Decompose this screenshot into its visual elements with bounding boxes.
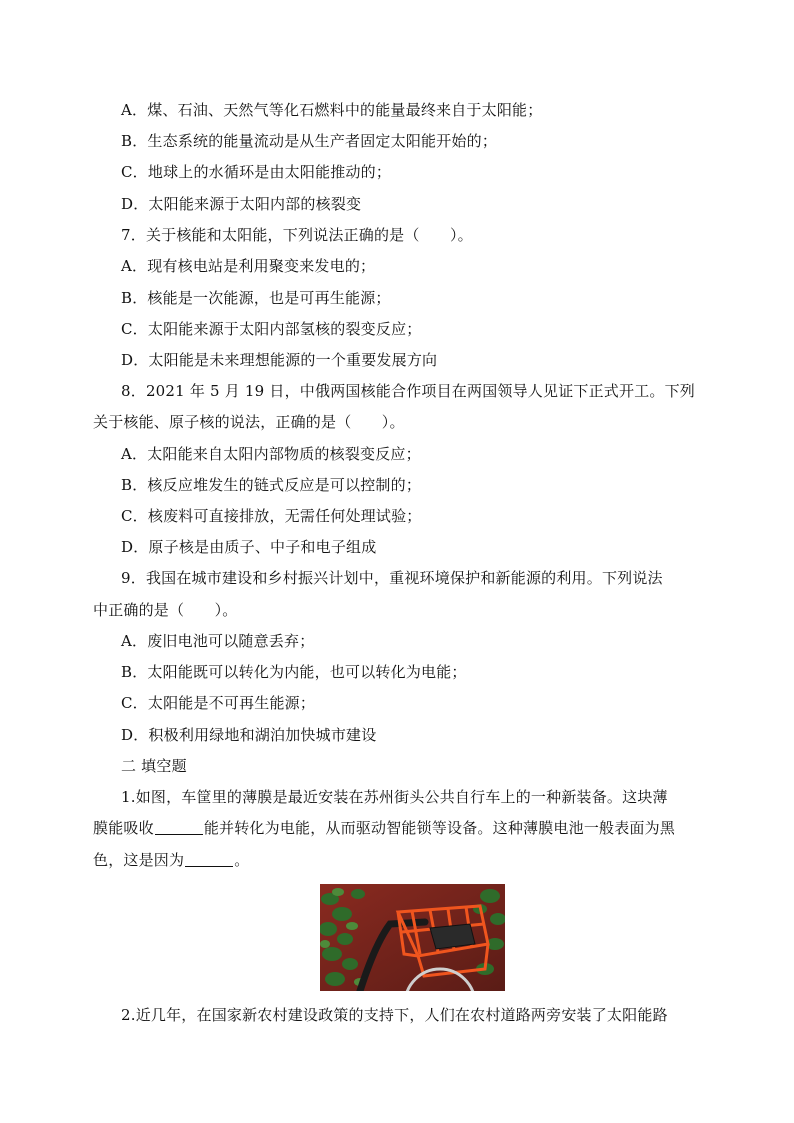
q6-option-d: D．太阳能来源于太阳内部的核裂变 [121, 195, 362, 213]
q8-option-b: B．核反应堆发生的链式反应是可以控制的； [121, 476, 422, 494]
q7-stem: 7．关于核能和太阳能，下列说法正确的是（ ）。 [121, 226, 473, 244]
fill1-line1: 1.如图，车筐里的薄膜是最近安装在苏州街头公共自行车上的一种新装备。这块薄 [121, 788, 668, 806]
answer-blank [155, 819, 203, 835]
fill1-line3-part-b: 。 [234, 851, 250, 869]
q7-option-b: B．核能是一次能源，也是可再生能源； [121, 289, 391, 307]
q7-option-d: D．太阳能是未来理想能源的一个重要发展方向 [121, 351, 438, 369]
fill1-line2-part-b: 能并转化为电能，从而驱动智能锁等设备。这种薄膜电池一般表面为黑 [203, 819, 676, 837]
q6-option-b: B．生态系统的能量流动是从生产者固定太阳能开始的； [121, 132, 498, 150]
bicycle-basket-photo [320, 884, 505, 991]
q9-option-d: D．积极利用绿地和湖泊加快城市建设 [121, 726, 377, 744]
fill2-line1: 2.近几年，在国家新农村建设政策的支持下，人们在农村道路两旁安装了太阳能路 [121, 1006, 668, 1024]
q9-stem-line1: 9．我国在城市建设和乡村振兴计划中，重视环境保护和新能源的利用。下列说法 [121, 569, 663, 587]
fill1-line2 [93, 818, 675, 838]
q8-option-c: C．核废料可直接排放，无需任何处理试验； [121, 507, 422, 525]
fill1-line3 [93, 850, 249, 870]
q8-stem-line2: 关于核能、原子核的说法，正确的是（ ）。 [93, 413, 405, 431]
answer-blank [185, 851, 233, 867]
q6-option-a: A．煤、石油、天然气等化石燃料中的能量最终来自于太阳能； [121, 101, 543, 119]
q8-option-d: D．原子核是由质子、中子和电子组成 [121, 538, 377, 556]
fill1-line2-part-a: 膜能吸收 [93, 819, 154, 837]
q7-option-a: A．现有核电站是利用聚变来发电的； [121, 257, 376, 275]
bicycle-basket-illustration [320, 884, 505, 991]
q6-option-c: C．地球上的水循环是由太阳能推动的； [121, 163, 392, 181]
q8-stem-line1: 8．2021 年 5 月 19 日，中俄两国核能合作项目在两国领导人见证下正式开工。下列 [121, 382, 695, 400]
q7-option-c: C．太阳能来源于太阳内部氢核的裂变反应； [121, 320, 422, 338]
q8-option-a: A．太阳能来自太阳内部物质的核裂变反应； [121, 445, 421, 463]
q9-option-a: A．废旧电池可以随意丢弃； [121, 632, 315, 650]
q9-option-c: C．太阳能是不可再生能源； [121, 694, 316, 712]
q9-option-b: B．太阳能既可以转化为内能，也可以转化为电能； [121, 663, 467, 681]
q9-stem-line2: 中正确的是（ ）。 [93, 601, 238, 619]
section-title: 二 填空题 [121, 757, 187, 775]
fill1-line3-part-a: 色，这是因为 [93, 851, 185, 869]
